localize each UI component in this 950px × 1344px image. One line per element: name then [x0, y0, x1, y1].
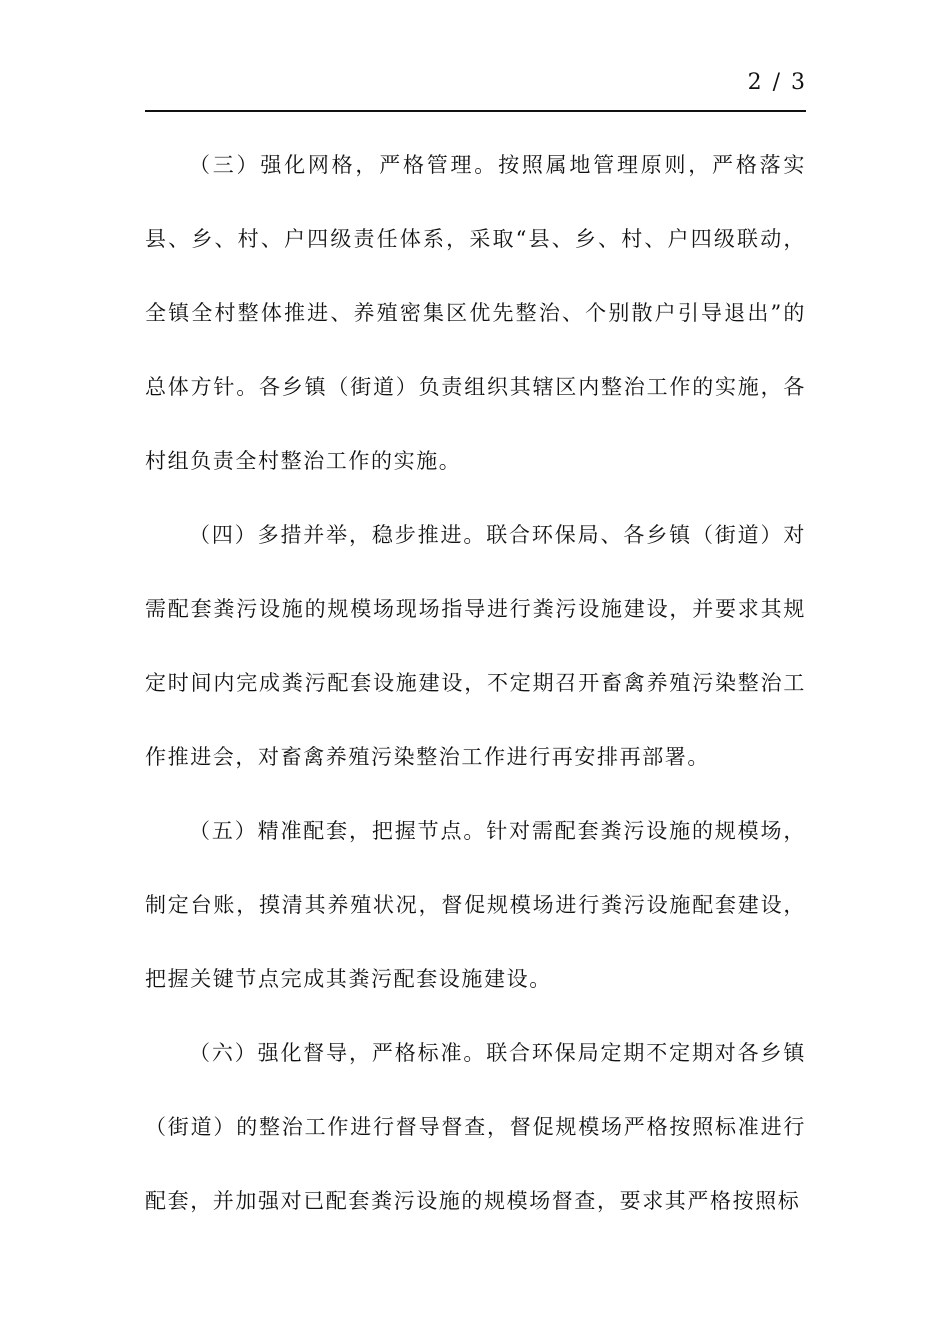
document-body	[145, 128, 806, 1238]
paragraph-section-5: （五）精准配套，把握节点。针对需配套粪污设施的规模场，制定台账，摸清其养殖状况，督促规模场进行粪污设施配套建设，把握关键节点完成其粪污配套设施建设。	[145, 819, 806, 991]
page-number: 2 / 3	[747, 70, 807, 95]
paragraph-section-6: （六）强化督导，严格标准。联合环保局定期不定期对各乡镇（街道）的整治工作进行督导督查，督促规模场严格按照标准进行配套，并加强对已配套粪污设施的规模场督查，要求其严格按照标	[145, 1041, 806, 1213]
paragraph-section-3: （三）强化网格，严格管理。按照属地管理原则，严格落实县、乡、村、户四级责任体系，采取“县、乡、村、户四级联动，全镇全村整体推进、养殖密集区优先整治、个别散户引导退出”的总体方针。各乡镇（街道）负责组织其辖区内整治工作的实施，各村组负责全村整治工作的实施。	[145, 153, 806, 473]
paragraph-section-4: （四）多措并举，稳步推进。联合环保局、各乡镇（街道）对需配套粪污设施的规模场现场指导进行粪污设施建设，并要求其规定时间内完成粪污配套设施建设，不定期召开畜禽养殖污染整治工作推进会，对畜禽养殖污染整治工作进行再安排再部署。	[145, 523, 806, 769]
header-divider	[145, 110, 806, 112]
